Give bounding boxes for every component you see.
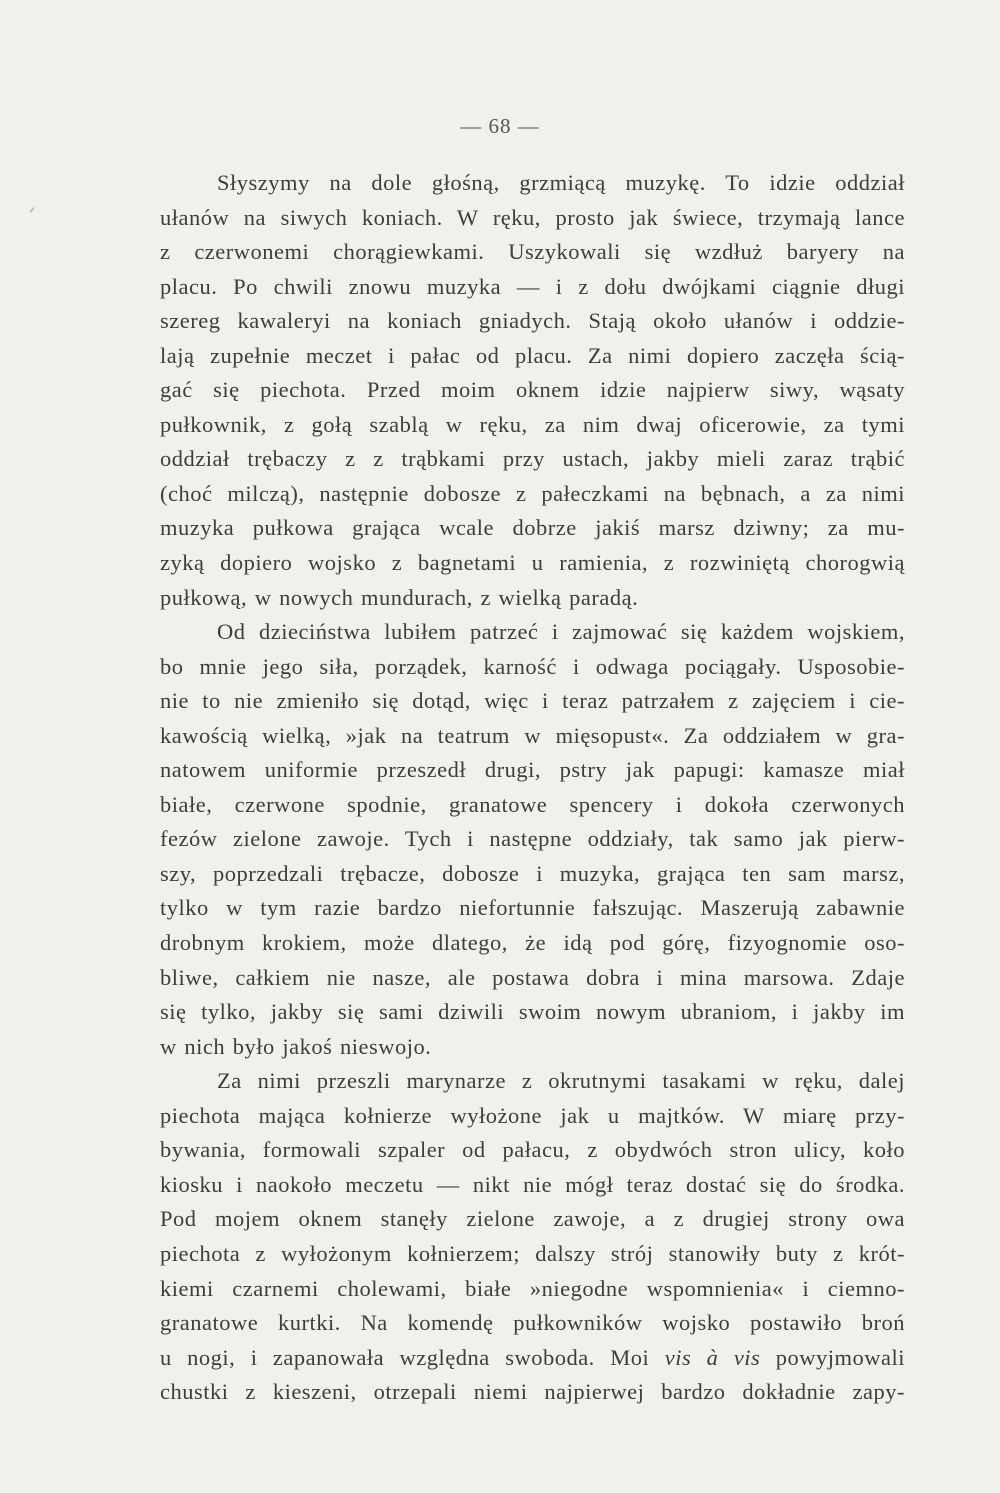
text-line: się tylko, jakby się sami dziwili swoim nowym ubraniom, i jakby im [160,999,905,1025]
text-line: białe, czerwone spodnie, granatowe spencery i dokoła czerwonych [160,791,905,817]
text-line: tylko w tym razie bardzo niefortunnie fałszując. Maszerują zabawnie [160,895,905,921]
text-line: lają zupełnie meczet i pałac od placu. Za nimi dopiero zaczęła ścią- [160,342,905,368]
text-line: granatowe kurtki. Na komendę pułkowników wojsko postawiło broń [160,1310,905,1336]
text-line-with-italic [160,1341,905,1376]
text-line: Słyszymy na dole głośną, grzmiącą muzykę. To idzie oddział [217,170,905,195]
page-number: — 68 — [460,114,540,138]
text-line: oddział trębaczy z z trąbkami przy ustach, jakby mieli zaraz trąbić [160,446,905,472]
text-line: muzyka pułkowa grająca wcale dobrze jakiś marsz dziwny; za mu- [160,515,905,541]
text-line: ułanów na siwych koniach. W ręku, prosto jak świece, trzymają lance [160,204,905,230]
text-line: Pod mojem oknem stanęły zielone zawoje, a z drugiej strony owa [160,1206,905,1232]
text-line: kawością wielką, »jak na teatrum w mięsopust«. Za oddziałem w gra- [160,722,905,748]
text-line: pułkownik, z gołą szablą w ręku, za nim dwaj oficerowie, za tymi [160,411,905,437]
text-line: pułkową, w nowych mundurach, z wielką paradą. [160,584,639,610]
text-segment: powyjmowali [775,1344,905,1370]
text-segment: u nogi, i zapanowała względna swoboda. Moi [160,1344,650,1370]
text-line: zyką dopiero wojsko z bagnetami u ramienia, z rozwiniętą chorogwią [160,550,905,576]
text-line: szereg kawaleryi na koniach gniadych. Stają około ułanów i oddzie- [160,308,905,334]
text-line: kiosku i naokoło meczetu — nikt nie mógł teraz dostać się do środka. [160,1171,905,1197]
text-line: natowem uniformie przeszedł drugi, pstry jak papugi: kamasze miał [160,757,905,783]
text-line: z czerwonemi chorągiewkami. Uszykowali się wzdłuż baryery na [160,239,905,265]
text-line: bliwe, całkiem nie nasze, ale postawa dobra i mina marsowa. Zdaje [160,964,905,990]
text-line: drobnym krokiem, może dlatego, że idą pod górę, fizyognomie oso- [160,930,905,956]
text-line: kiemi czarnemi cholewami, białe »niegodne wspomnienia« i ciemno- [160,1275,905,1301]
text-line: w nich było jakoś nieswojo. [160,1033,432,1059]
text-line: chustki z kieszeni, otrzepali niemi najpierwej bardzo dokładnie zapy- [160,1379,905,1405]
text-line: gać się piechota. Przed moim oknem idzie najpierw siwy, wąsaty [160,377,905,403]
text-line: bo mnie jego siła, porządek, karność i odwaga pociągały. Usposobie- [160,653,905,679]
text-line: nie to nie zmieniło się dotąd, więc i teraz patrzałem z zajęciem i cie- [160,688,905,714]
text-line: piechota mająca kołnierze wyłożone jak u majtków. W miarę przy- [160,1102,905,1128]
text-line: fezów zielone zawoje. Tych i następne oddziały, tak samo jak pierw- [160,826,905,852]
text-line: Za nimi przeszli marynarze z okrutnymi tasakami w ręku, dalej [217,1068,905,1094]
text-line: bywania, formowali szpaler od pałacu, z obydwóch stron ulicy, koło [160,1137,905,1163]
text-line: piechota z wyłożonym kołnierzem; dalszy strój stanowiły buty z krót- [160,1240,905,1266]
paper-speck [29,207,34,213]
text-line: Od dzieciństwa lubiłem patrzeć i zajmować się każdem wojskiem, [217,619,905,645]
text-line: szy, poprzedzali trębacze, dobosze i muzyka, grająca ten sam marsz, [160,860,905,886]
body-text [160,166,905,1410]
italic-phrase: vis à vis [664,1344,761,1370]
text-line: (choć milczą), następnie dobosze z pałeczkami na bębnach, a za nimi [160,480,905,506]
text-line: placu. Po chwili znowu muzyka — i z dołu dwójkami ciągnie długi [160,273,905,299]
